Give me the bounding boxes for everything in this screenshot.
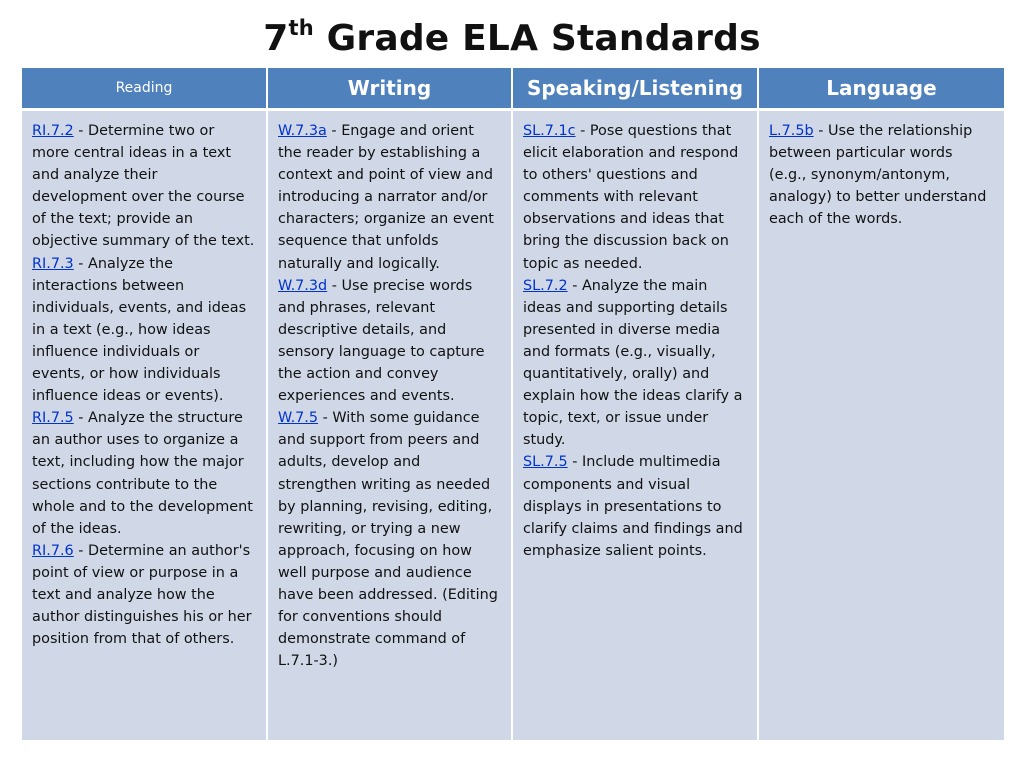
standard-entry <box>278 407 501 672</box>
standard-text: - Determine an author's point of view or purpose in a text and analyze how the author distinguishes his or her position from that of others. <box>32 542 252 648</box>
standard-entry <box>278 275 501 408</box>
standard-link[interactable]: RI.7.3 <box>32 255 74 272</box>
title-grade: 7 <box>263 18 289 59</box>
standard-entry <box>32 407 256 540</box>
page-title <box>0 14 1024 64</box>
language-cell <box>759 111 1004 740</box>
column-header-writing: Writing <box>268 68 513 111</box>
standard-link[interactable]: W.7.3d <box>278 277 328 294</box>
standard-link[interactable]: RI.7.5 <box>32 410 74 427</box>
standard-link[interactable]: RI.7.2 <box>32 123 74 139</box>
column-header-reading: Reading <box>22 68 268 111</box>
reading-cell <box>22 111 268 740</box>
standard-link[interactable]: SL.7.1c <box>523 123 576 139</box>
standard-text: - Analyze the structure an author uses to organize a text, including how the major sections contribute to the whole and to the development of the ideas. <box>32 410 253 537</box>
standard-text: - Use the relationship between particular words (e.g., synonym/antonym, analogy) to better understand each of the words. <box>769 123 987 228</box>
standard-text: - With some guidance and support from peers and adults, develop and strengthen writing as needed by planning, revising, editing, rewriting, or trying a new approach, focusing on how well purpose and audience have been addressed. (Editing for conventions should demonstrate command of L.7.1-3.) <box>278 410 498 670</box>
standard-text: - Pose questions that elicit elaboration and respond to others' questions and comments with relevant observations and ideas that bring the discussion back on topic as needed. <box>523 123 739 272</box>
header-row <box>22 68 1004 111</box>
standard-entry <box>32 540 256 650</box>
title-rest: Grade ELA Standards <box>313 18 761 59</box>
standard-text: - Use precise words and phrases, relevant descriptive details, and sensory language to capture the action and convey experiences and events. <box>278 277 485 405</box>
standard-text: - Analyze the main ideas and supporting details presented in diverse media and formats (e.g., visually, quantitatively, orally) and explain how the ideas clarify a topic, text, or issue under study. <box>523 277 743 449</box>
column-header-speaking-listening: Speaking/Listening <box>513 68 759 111</box>
standard-link[interactable]: W.7.5 <box>278 410 319 427</box>
standard-entry <box>32 253 256 408</box>
standard-entry <box>523 275 747 452</box>
standard-text: - Include multimedia components and visual displays in presentations to clarify claims and findings and emphasize salient points. <box>523 454 743 559</box>
table-row <box>22 111 1004 740</box>
standard-link[interactable]: SL.7.2 <box>523 277 568 294</box>
standard-entry <box>769 120 994 230</box>
standard-entry <box>523 120 747 275</box>
standard-text: - Engage and orient the reader by establishing a context and point of view and introducing a narrator and/or characters; organize an event sequence that unfolds naturally and logically. <box>278 123 494 272</box>
standard-link[interactable]: W.7.3a <box>278 123 327 139</box>
standard-entry <box>278 120 501 275</box>
standards-table <box>22 68 1004 740</box>
speaking-listening-cell <box>513 111 759 740</box>
standard-entry <box>523 451 747 561</box>
column-header-language: Language <box>759 68 1004 111</box>
standard-entry <box>32 120 256 253</box>
standard-text: - Determine two or more central ideas in a text and analyze their development over the course of the text; provide an objective summary of the text. <box>32 123 255 250</box>
standard-text: - Analyze the interactions between individuals, events, and ideas in a text (e.g., how ideas influence individuals or events, or how individuals influence ideas or events). <box>32 255 247 405</box>
standard-link[interactable]: RI.7.6 <box>32 542 74 559</box>
writing-cell <box>268 111 513 740</box>
standard-link[interactable]: SL.7.5 <box>523 454 568 471</box>
standard-link[interactable]: L.7.5b <box>769 123 814 139</box>
title-superscript: th <box>288 16 314 40</box>
